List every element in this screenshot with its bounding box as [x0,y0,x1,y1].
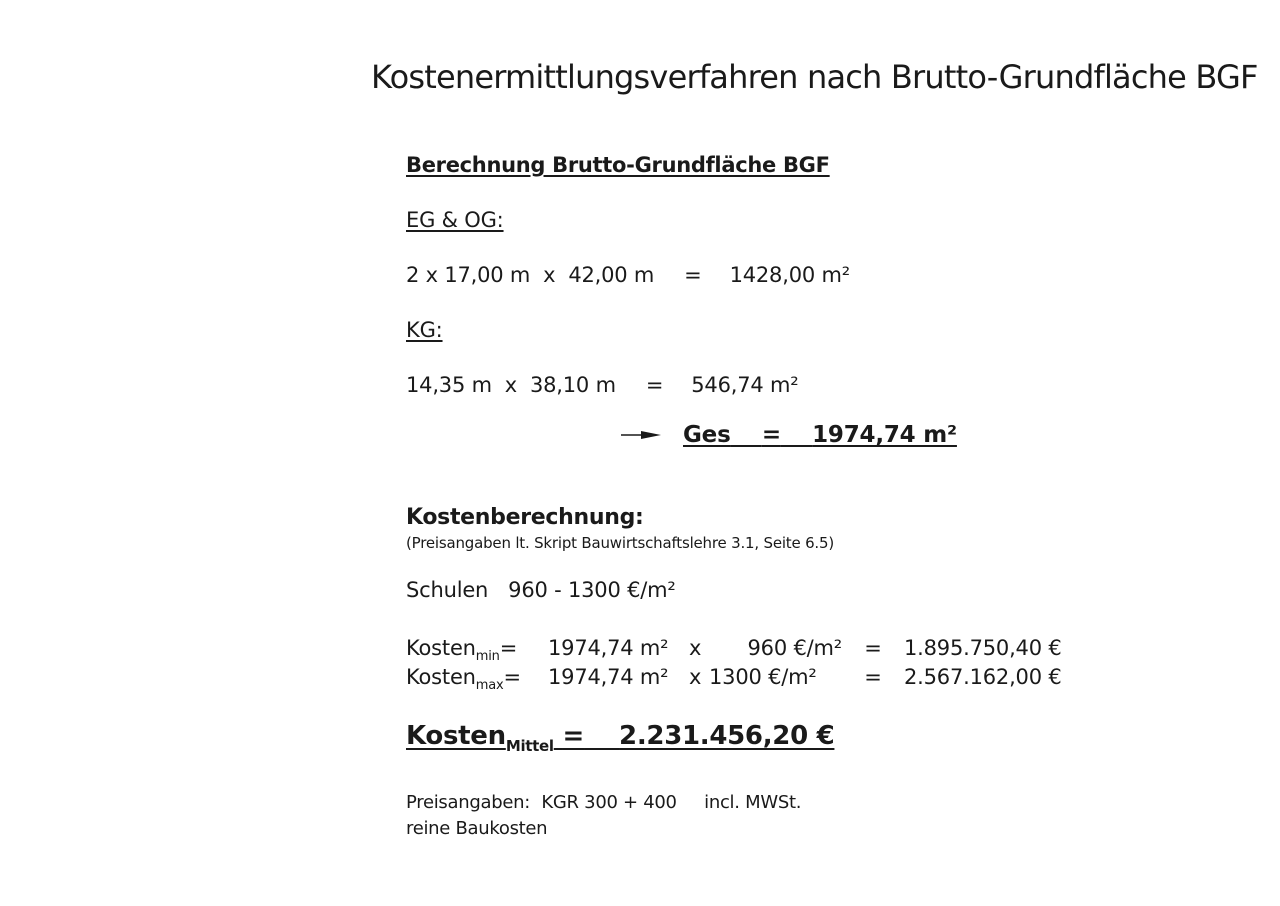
bgf-total-value: 1974,74 m² [812,422,957,448]
kosten-min-times: x [689,636,702,660]
kosten-max-result: 2.567.162,00 € [904,665,1062,689]
kosten-note: (Preisangaben lt. Skript Bauwirtschaftslehre 3.1, Seite 6.5) [406,534,834,552]
kosten-min-area: 1974,74 m² [548,636,669,660]
page-title: Kostenermittlungsverfahren nach Brutto-Grundfläche BGF [371,58,1258,96]
eg-og-result: 1428,00 m² [729,263,850,287]
kosten-min-sub: min [475,649,500,664]
kosten-min-row [406,636,1062,664]
kosten-max-label [406,665,548,693]
footnote-mwst: incl. MWSt. [704,792,802,813]
kosten-mittel-base: Kosten [406,721,506,751]
kosten-max-sub: max [475,678,504,693]
eg-og-equals: = [684,263,702,287]
kosten-heading: Kostenberechnung: [406,505,644,530]
kosten-max-eq: = [503,665,521,689]
kosten-max-area: 1974,74 m² [548,665,669,689]
kosten-min-rate: 960 €/m² [747,636,842,660]
kosten-mittel [406,721,835,755]
kg-label: KG: [406,318,443,342]
footnote-label: Preisangaben: [406,792,530,813]
kg-calculation [406,373,798,397]
eg-og-formula: 2 x 17,00 m x 42,00 m [406,263,655,287]
kosten-mittel-sub: Mittel [505,737,554,755]
kosten-min-eq: = [499,636,518,660]
kosten-max-equals: = [864,665,882,689]
bgf-total-text [683,422,957,448]
kosten-min-result: 1.895.750,40 € [904,636,1062,660]
footnote-line-2: reine Baukosten [406,818,548,839]
eg-og-label: EG & OG: [406,208,504,232]
kosten-min-label [406,636,548,664]
rate-value: 960 - 1300 €/m² [508,578,676,602]
kosten-mittel-equals: = [562,721,585,751]
bgf-heading: Berechnung Brutto-Grundfläche BGF [406,153,830,177]
kosten-max-rate: 1300 €/m² [709,665,817,689]
kg-formula: 14,35 m x 38,10 m [406,373,616,397]
rate-row [406,578,676,602]
bgf-total-equals: = [761,422,781,448]
eg-og-calculation [406,263,850,287]
arrow-right-icon [621,428,661,442]
kosten-min-base: Kosten [406,636,476,660]
kosten-max-times: x [689,665,702,689]
footnote-kgr: KGR 300 + 400 [541,792,677,813]
bgf-total-label: Ges [683,422,731,448]
kosten-min-equals: = [864,636,882,660]
kg-result: 546,74 m² [691,373,799,397]
bgf-total [621,422,957,448]
rate-label: Schulen [406,578,489,602]
kosten-mittel-value: 2.231.456,20 € [619,721,835,751]
kg-equals: = [645,373,664,397]
kosten-max-base: Kosten [406,665,476,689]
footnote-line-1 [406,792,801,813]
kosten-max-row [406,665,1062,693]
